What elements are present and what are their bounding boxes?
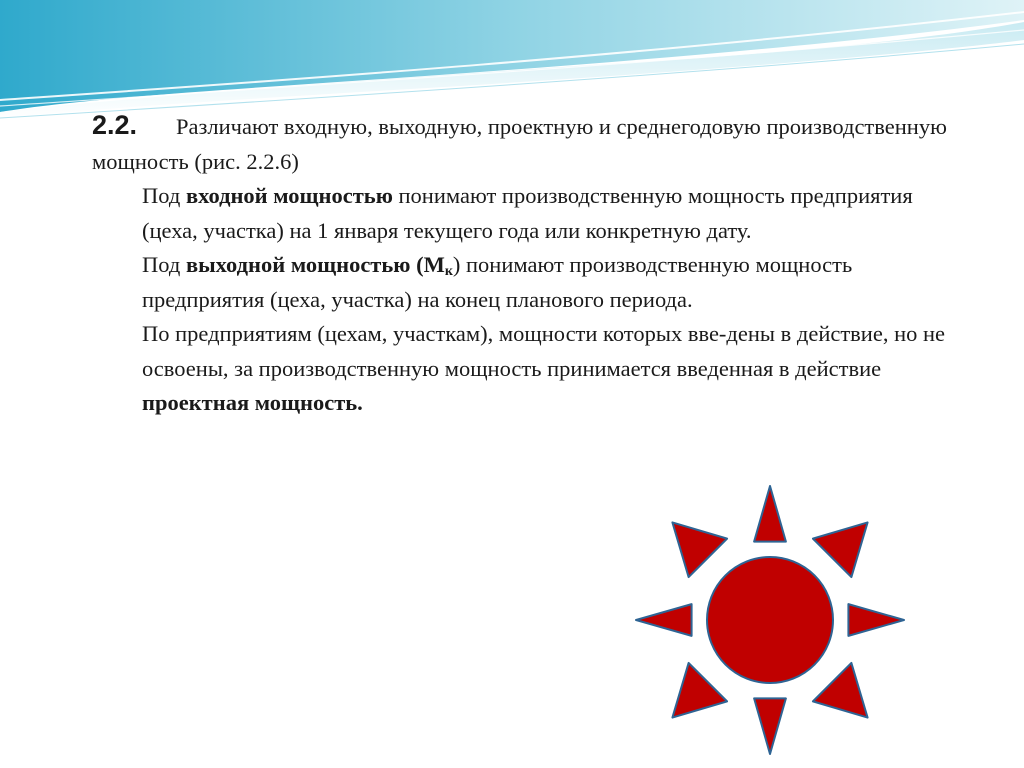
output-power-term (186, 252, 453, 277)
output-prefix: Под (142, 252, 186, 277)
ray-bottom-right (813, 663, 868, 718)
slide-text-block (92, 108, 952, 421)
intro-text: Различают входную, выходную, проектную и среднегодовую производственную мощность (рис. 2.2.6) (92, 114, 947, 174)
ray-right (848, 604, 904, 636)
input-power-term: входной мощностью (185, 183, 393, 208)
sun-icon (630, 480, 910, 760)
project-power-term: проектная мощность. (142, 390, 363, 415)
ray-top (754, 486, 786, 542)
output-power-paragraph (92, 248, 952, 317)
project-power-text: По предприятиям (цехам, участкам), мощности которых вве-дены в действие, но не освоены, за производственную мощность принимается введенная в действие (142, 321, 946, 381)
section-number: 2.2. (92, 110, 138, 140)
ray-top-right (813, 522, 868, 577)
output-power-text: понимают производственную мощность предприятия (цеха, участка) на конец планового периода. (142, 252, 853, 312)
sun-disc (707, 557, 833, 683)
ray-bottom-left (672, 663, 727, 718)
intro-paragraph (92, 108, 952, 179)
ray-bottom (754, 698, 786, 754)
input-power-paragraph (92, 179, 952, 248)
output-term-close: ) (452, 252, 461, 277)
ray-top-left (672, 522, 727, 577)
project-power-paragraph (92, 317, 952, 421)
ray-left (636, 604, 692, 636)
output-term-main: выходной мощностью (М (185, 252, 445, 277)
input-prefix: Под (142, 183, 186, 208)
input-power-text: понимают производственную мощность предприятия (цеха, участка) на 1 января текущего года или конкретную дату. (142, 183, 913, 243)
output-term-sub: к (444, 264, 453, 279)
